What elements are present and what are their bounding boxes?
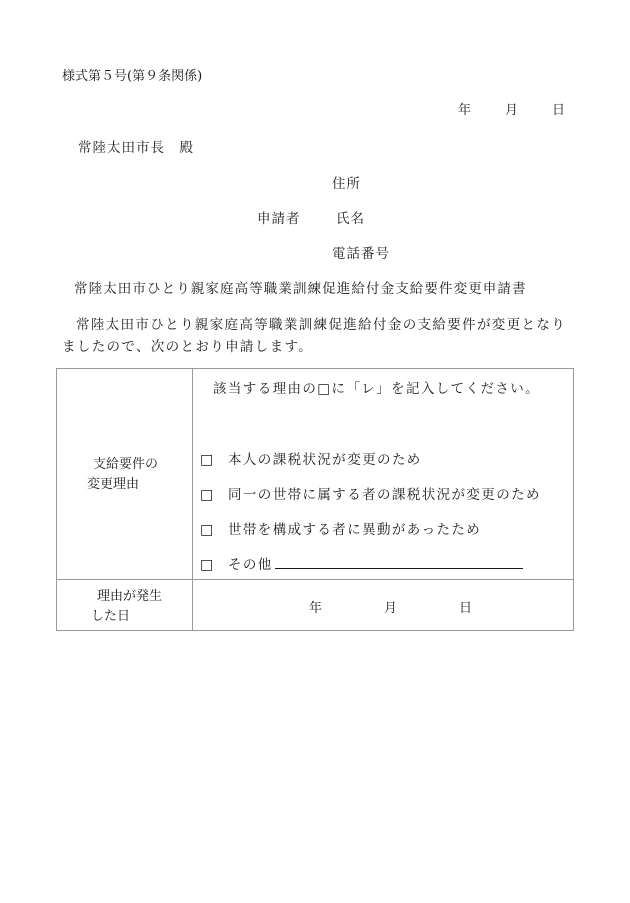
occurred-date-field[interactable]	[309, 597, 472, 616]
checkbox[interactable]: □	[200, 557, 215, 573]
checkbox[interactable]: □	[200, 452, 215, 468]
applicant-label: 申請者	[257, 211, 301, 227]
option-label: 世帯を構成する者に異動があったため	[228, 522, 482, 538]
option-label: 同一の世帯に属する者の課税状況が変更のため	[228, 487, 541, 503]
date-year: 年	[458, 103, 472, 118]
name-label: 氏名	[336, 211, 365, 227]
other-reason-field[interactable]	[275, 556, 523, 569]
option-label: 本人の課税状況が変更のため	[228, 452, 422, 468]
table-row-divider	[57, 579, 573, 580]
occurred-year: 年	[309, 601, 323, 616]
date-day: 日	[552, 103, 566, 118]
checkbox[interactable]: □	[200, 522, 215, 538]
date-line	[458, 99, 565, 118]
option-tax-status-self[interactable]	[200, 448, 422, 468]
option-household-change[interactable]	[200, 518, 481, 538]
form-number: 様式第５号(第９条関係)	[62, 69, 203, 84]
document-title: 常陸太田市ひとり親家庭高等職業訓練促進給付金支給要件変更申請書	[74, 281, 527, 297]
reason-label	[87, 455, 158, 495]
option-other[interactable]	[200, 553, 523, 573]
occurred-day: 日	[459, 601, 473, 616]
occurred-label-line1: 理由が発生	[97, 589, 163, 604]
table-column-divider	[192, 369, 193, 630]
addressee: 常陸太田市長 殿	[78, 140, 194, 156]
occurred-label-line2: した日	[91, 609, 131, 624]
option-label: その他	[228, 557, 273, 573]
phone-label: 電話番号	[332, 246, 390, 262]
body-text: 常陸太田市ひとり親家庭高等職業訓練促進給付金の支給要件が変更となりましたので、次のとおり申請します。	[62, 317, 567, 355]
checkbox[interactable]: □	[200, 487, 215, 503]
reason-label-line1: 支給要件の	[93, 457, 159, 472]
requirements-table	[56, 368, 574, 631]
address-label: 住所	[332, 176, 361, 192]
reason-label-line2: 変更理由	[87, 477, 140, 492]
occurred-date-label	[91, 587, 162, 627]
instruction-text: 該当する理由の□に「レ」を記入してください。	[213, 381, 541, 397]
date-month: 月	[505, 103, 519, 118]
option-tax-status-household[interactable]	[200, 483, 541, 503]
occurred-month: 月	[384, 601, 398, 616]
